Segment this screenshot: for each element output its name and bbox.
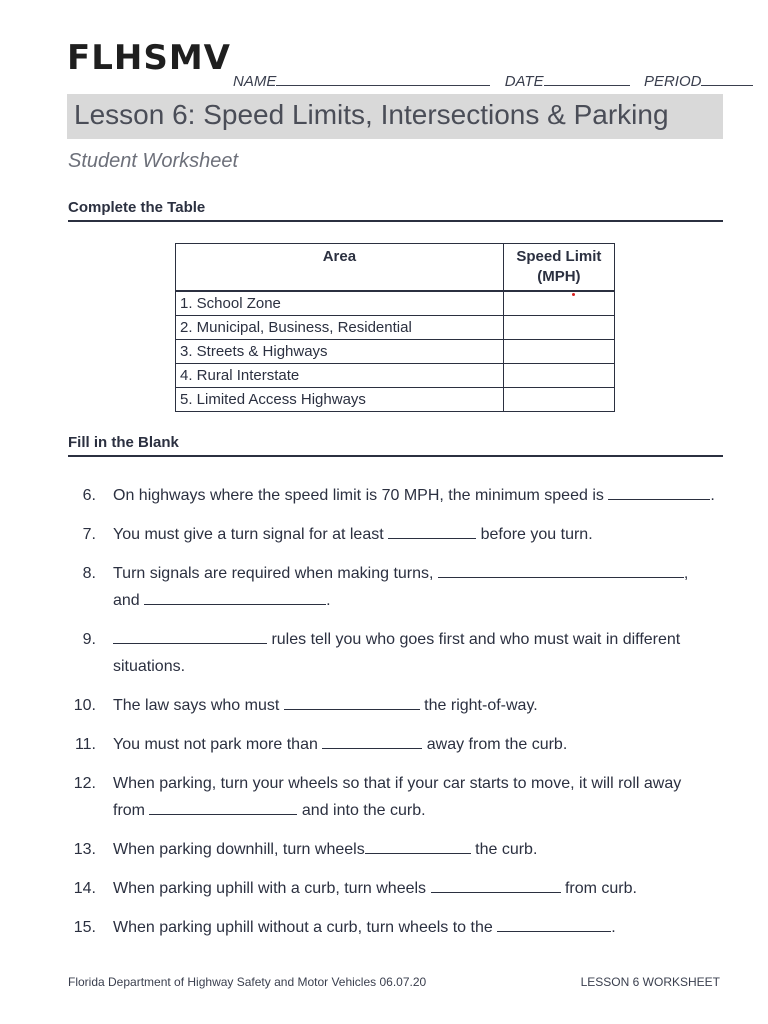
question-10 bbox=[68, 692, 728, 719]
question-text: rules tell you who goes first and who must wait in different bbox=[267, 631, 681, 648]
table-section-heading: Complete the Table bbox=[68, 199, 723, 222]
question-text: The law says who must bbox=[113, 697, 284, 714]
answer-blank[interactable] bbox=[497, 914, 611, 932]
question-11 bbox=[68, 731, 728, 758]
question-number: 14. bbox=[73, 880, 96, 897]
footer-label: LESSON 6 WORKSHEET bbox=[580, 975, 720, 989]
speed-limit-header-line2: (MPH) bbox=[537, 268, 581, 285]
question-number: 8. bbox=[82, 565, 96, 582]
table-row bbox=[176, 340, 615, 364]
question-text: away from the curb. bbox=[422, 736, 568, 753]
period-label: PERIOD bbox=[643, 73, 702, 90]
student-info-fields bbox=[233, 70, 753, 90]
title-bar bbox=[67, 94, 723, 139]
area-cell: 3. Streets & Highways bbox=[176, 340, 504, 364]
question-12 bbox=[68, 770, 728, 824]
question-number: 10. bbox=[73, 697, 96, 714]
question-8 bbox=[68, 560, 728, 614]
area-cell: 1. School Zone bbox=[176, 291, 504, 316]
question-text: and bbox=[113, 592, 145, 609]
answer-blank[interactable] bbox=[365, 836, 471, 854]
question-text: before you turn. bbox=[476, 526, 593, 543]
speed-limit-answer-cell[interactable] bbox=[503, 340, 614, 364]
question-text: , bbox=[683, 565, 689, 582]
period-blank[interactable] bbox=[701, 70, 753, 86]
name-blank[interactable] bbox=[276, 70, 490, 86]
answer-blank[interactable] bbox=[144, 587, 326, 605]
table-row bbox=[176, 388, 615, 412]
answer-blank[interactable] bbox=[284, 692, 420, 710]
question-text: . bbox=[326, 592, 331, 609]
flhsmv-logo: FLHSMV bbox=[67, 38, 231, 78]
question-text: When parking downhill, turn wheels bbox=[113, 841, 365, 858]
table-row bbox=[176, 364, 615, 388]
answer-blank[interactable] bbox=[608, 482, 710, 500]
question-number: 11. bbox=[74, 736, 96, 753]
answer-blank[interactable] bbox=[322, 731, 422, 749]
question-number: 7. bbox=[82, 526, 96, 543]
question-15 bbox=[68, 914, 728, 941]
speed-limit-answer-cell[interactable] bbox=[503, 388, 614, 412]
speed-limit-header-line1: Speed Limit bbox=[516, 248, 602, 265]
question-text: and into the curb. bbox=[297, 802, 426, 819]
question-text: Turn signals are required when making turns, bbox=[113, 565, 438, 582]
speed-limit-table bbox=[175, 243, 615, 412]
question-text: from curb. bbox=[560, 880, 637, 897]
question-text: . bbox=[611, 919, 616, 936]
red-mark bbox=[572, 293, 575, 296]
question-text: On highways where the speed limit is 70 MPH, the minimum speed is bbox=[113, 487, 609, 504]
speed-limit-column-header bbox=[503, 244, 614, 292]
answer-blank[interactable] bbox=[438, 560, 684, 578]
question-9 bbox=[68, 626, 728, 680]
question-text: from bbox=[113, 802, 150, 819]
question-number: 9. bbox=[82, 631, 96, 648]
name-label: NAME bbox=[233, 73, 277, 90]
page-title: Lesson 6: Speed Limits, Intersections & Parking bbox=[74, 99, 669, 130]
question-number: 6. bbox=[82, 487, 96, 504]
date-blank[interactable] bbox=[544, 70, 630, 86]
area-cell: 2. Municipal, Business, Residential bbox=[176, 316, 504, 340]
table-row bbox=[176, 316, 615, 340]
area-cell: 4. Rural Interstate bbox=[176, 364, 504, 388]
question-text: the curb. bbox=[470, 841, 538, 858]
question-text: When parking uphill with a curb, turn wheels bbox=[113, 880, 431, 897]
question-text: When parking uphill without a curb, turn wheels to the bbox=[113, 919, 498, 936]
area-column-header: Area bbox=[176, 244, 504, 292]
speed-limit-answer-cell[interactable] bbox=[503, 316, 614, 340]
question-text: situations. bbox=[113, 658, 186, 675]
question-13 bbox=[68, 836, 728, 863]
question-text: . bbox=[710, 487, 715, 504]
table-row bbox=[176, 291, 615, 316]
date-label: DATE bbox=[504, 73, 544, 90]
speed-limit-answer-cell[interactable] bbox=[503, 291, 614, 316]
footer-agency: Florida Department of Highway Safety and Motor Vehicles 06.07.20 bbox=[68, 975, 427, 989]
answer-blank[interactable] bbox=[149, 797, 297, 815]
fill-in-blank-list bbox=[68, 482, 728, 941]
question-7 bbox=[68, 521, 728, 548]
speed-limit-answer-cell[interactable] bbox=[503, 364, 614, 388]
answer-blank[interactable] bbox=[431, 875, 561, 893]
question-14 bbox=[68, 875, 728, 902]
question-number: 13. bbox=[73, 841, 96, 858]
question-number: 15. bbox=[73, 919, 96, 936]
question-6 bbox=[68, 482, 728, 509]
question-text: the right-of-way. bbox=[419, 697, 538, 714]
page-subtitle: Student Worksheet bbox=[68, 150, 239, 172]
answer-blank[interactable] bbox=[113, 626, 267, 644]
question-text: You must not park more than bbox=[113, 736, 323, 753]
question-text: You must give a turn signal for at least bbox=[113, 526, 389, 543]
question-text: When parking, turn your wheels so that if your car starts to move, it will roll away bbox=[113, 775, 682, 792]
question-number: 12. bbox=[73, 775, 96, 792]
answer-blank[interactable] bbox=[388, 521, 476, 539]
blank-section-heading: Fill in the Blank bbox=[68, 434, 723, 457]
area-cell: 5. Limited Access Highways bbox=[176, 388, 504, 412]
